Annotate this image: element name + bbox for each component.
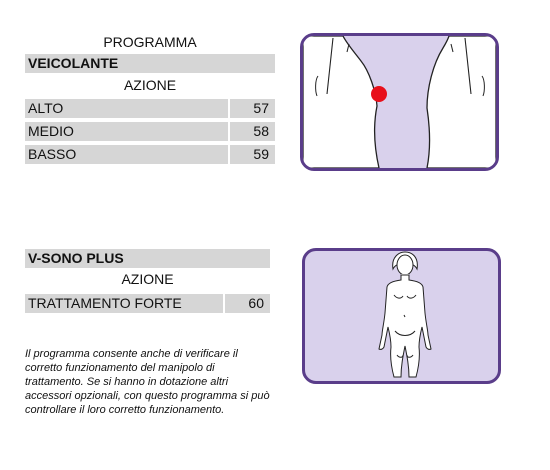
row-label: MEDIO [25,122,228,141]
action-heading: AZIONE [121,271,174,287]
row-value: 57 [230,99,275,118]
program-title-vsono-plus: V-SONO PLUS [25,249,270,268]
row-value: 59 [230,145,275,164]
table-row [25,122,275,141]
red-marker-icon [371,86,387,102]
table-row [25,294,270,313]
row-value: 60 [225,294,270,313]
row-label: ALTO [25,99,228,118]
action-heading: AZIONE [123,77,177,93]
row-value: 58 [230,122,275,141]
program-heading: PROGRAMMA [103,34,197,50]
table-row [25,99,275,118]
torso-closeup-illustration [300,33,499,171]
table-row [25,145,275,164]
full-body-illustration [302,248,501,384]
torso-closeup-drawing [303,36,496,168]
full-body-drawing [305,251,498,381]
row-label: BASSO [25,145,228,164]
program-description: Il programma consente anche di verificare il corretto funzionamento del manipolo di trattamento. Se si hanno in dotazione altri accessori opzionali, con questo programma si può controllare il loro corretto funzionamento. [25,348,270,416]
row-label: TRATTAMENTO FORTE [25,294,223,313]
program-title-veicolante: VEICOLANTE [25,54,275,73]
